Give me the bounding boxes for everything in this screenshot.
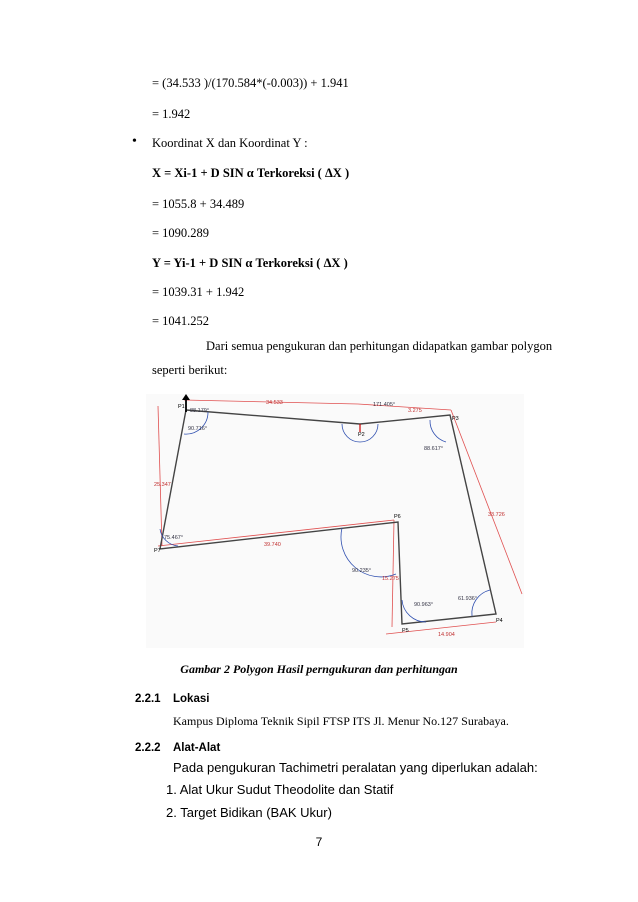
angle-label: 61.936° <box>458 596 478 602</box>
distance-label: 14.904 <box>438 632 455 638</box>
distance-label: 25.347 <box>154 482 171 488</box>
section-number: 2.2.1 <box>135 693 161 705</box>
section-number: 2.2.2 <box>135 742 161 754</box>
point-label: P2 <box>358 432 365 438</box>
list-item: 2. Target Bidikan (BAK Ukur) <box>166 805 332 820</box>
distance-label: 34.533 <box>266 400 283 406</box>
page-number: 7 <box>315 835 323 849</box>
section-body: Pada pengukuran Tachimetri peralatan yang diperlukan adalah: <box>173 760 538 775</box>
equation-dy-result: = 1.942 <box>152 107 191 121</box>
y-expression: = 1039.31 + 1.942 <box>152 285 245 299</box>
angle-label: 88.179° <box>190 408 210 414</box>
angle-label: 90.716° <box>188 426 208 432</box>
list-item: 1. Alat Ukur Sudut Theodolite dan Statif <box>166 782 394 797</box>
y-formula: Y = Yi-1 + D SIN α Terkoreksi ( ΔX ) <box>152 256 348 270</box>
x-result: = 1090.289 <box>152 226 210 240</box>
distance-label: 15.275 <box>382 576 399 582</box>
point-label: P4 <box>496 618 503 624</box>
equation-dy-expression: = (34.533 )/(170.584*(-0.003)) + 1.941 <box>152 76 349 90</box>
section-title: Alat-Alat <box>173 742 221 754</box>
polygon-diagram <box>146 394 524 648</box>
point-label: P1 <box>178 404 185 410</box>
figure-caption: Gambar 2 Polygon Hasil perngukuran dan perhitungan <box>180 662 458 676</box>
distance-label: 3.275 <box>408 408 422 414</box>
bullet-heading: Koordinat X dan Koordinat Y : <box>152 136 308 150</box>
point-label: P6 <box>394 514 401 520</box>
distance-label: 39.740 <box>264 542 281 548</box>
polygon-figure <box>146 394 524 648</box>
y-result: = 1041.252 <box>152 314 210 328</box>
point-label: P7 <box>154 548 161 554</box>
distance-label: 33.726 <box>488 512 505 518</box>
angle-label: 88.617° <box>424 446 444 452</box>
paragraph-line-2: seperti berikut: <box>152 363 228 377</box>
angle-label: 90.235° <box>352 568 372 574</box>
angle-label: 90.963° <box>414 602 434 608</box>
angle-label: 75.467° <box>164 535 184 541</box>
point-label: P3 <box>452 416 459 422</box>
point-label: P5 <box>402 628 409 634</box>
section-title: Lokasi <box>173 693 210 705</box>
x-expression: = 1055.8 + 34.489 <box>152 197 245 211</box>
x-formula: X = Xi-1 + D SIN α Terkoreksi ( ΔX ) <box>152 166 350 180</box>
paragraph-line-1: Dari semua pengukuran dan perhitungan didapatkan gambar polygon <box>206 339 553 353</box>
bullet-icon: • <box>132 134 137 149</box>
section-body: Kampus Diploma Teknik Sipil FTSP ITS Jl. Menur No.127 Surabaya. <box>173 714 509 728</box>
angle-label: 171.405° <box>373 402 396 408</box>
